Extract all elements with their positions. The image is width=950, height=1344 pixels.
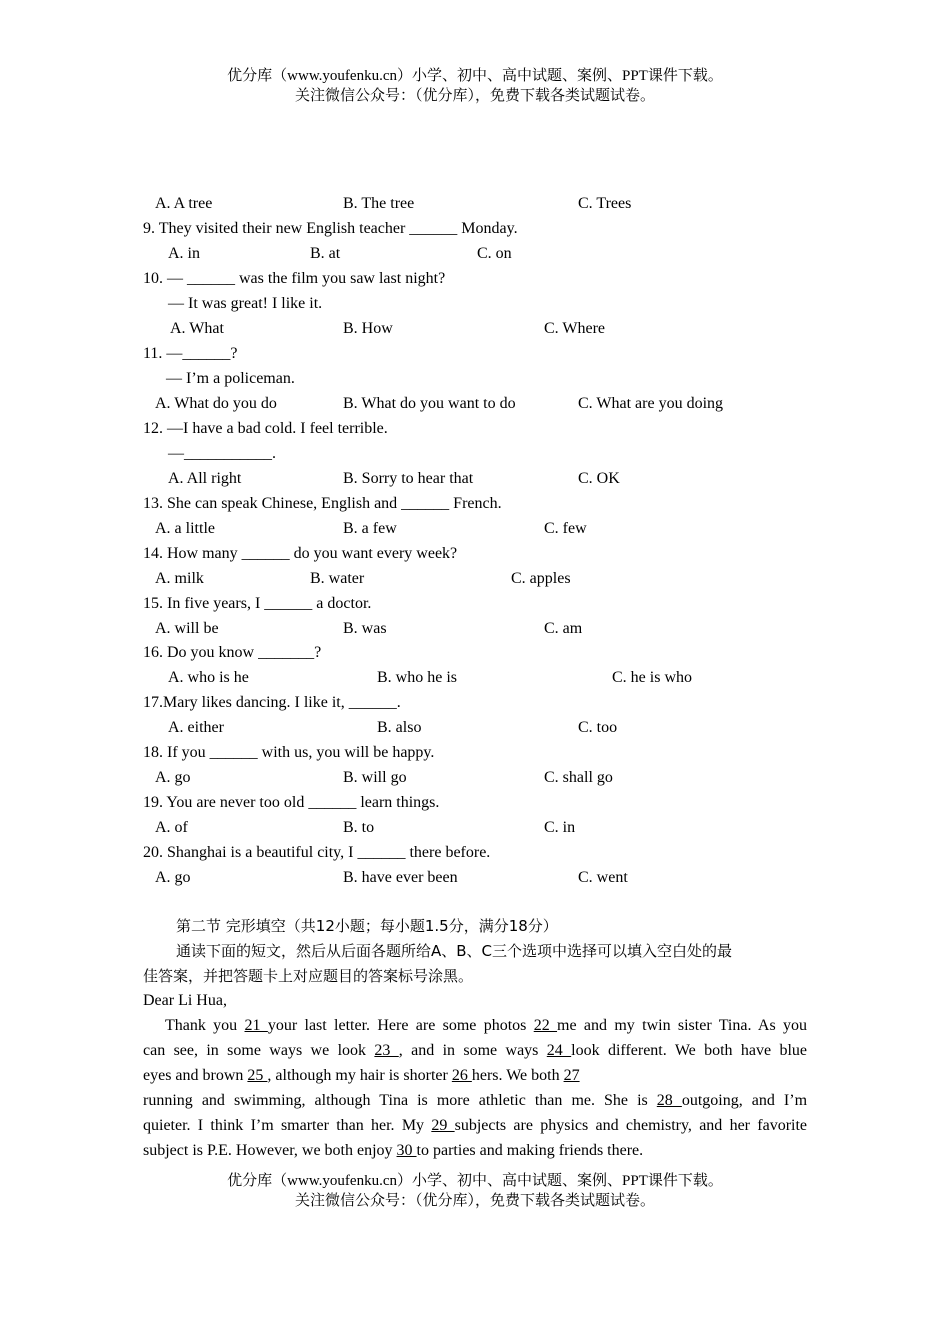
letter-text: , although my hair is shorter xyxy=(267,1067,452,1084)
section2-title: 第二节 完形填空 xyxy=(176,917,286,935)
footer-line-1: 优分库（www.youfenku.cn）小学、初中、高中试题、案例、PPT课件下载。 xyxy=(227,1173,723,1189)
blank-30: 30 xyxy=(396,1142,417,1159)
q12-option-b: B. Sorry to hear that xyxy=(343,470,474,487)
letter-text: eyes and brown xyxy=(143,1067,248,1084)
q18-option-b: B. will go xyxy=(343,769,407,786)
q15-option-c: C. am xyxy=(544,620,583,637)
section2-heading xyxy=(176,916,558,936)
blank-24: 24 xyxy=(546,1042,572,1059)
q16-option-a: A. who is he xyxy=(168,669,249,686)
q9-option-b: B. at xyxy=(310,245,341,262)
letter-text: hers. We both xyxy=(471,1067,564,1084)
q13-stem: 13. She can speak Chinese, English and ______ French. xyxy=(143,495,502,512)
q8-option-c: C. Trees xyxy=(578,195,632,212)
q18-stem: 18. If you ______ with us, you will be happy. xyxy=(143,744,435,761)
header-line-2: 关注微信公众号：（优分库），免费下载各类试题试卷。 xyxy=(294,88,655,104)
section2-note: （共12小题；每小题1.5分，满分18分） xyxy=(285,917,558,935)
q16-stem: 16. Do you know _______? xyxy=(143,644,322,661)
q9-option-c: C. on xyxy=(477,245,512,262)
letter-text: look different. We both have blue xyxy=(571,1042,808,1059)
page-header xyxy=(0,66,950,106)
page-footer xyxy=(0,1171,950,1211)
letter-text: to parties and making friends there. xyxy=(416,1142,644,1159)
q17-stem: 17.Mary likes dancing. I like it, ______. xyxy=(143,694,401,711)
q17-option-a: A. either xyxy=(168,719,224,736)
section2-instruction-2: 佳答案，并把答题卡上对应题目的答案标号涂黑。 xyxy=(143,967,474,985)
letter-text: Thank you xyxy=(164,1017,245,1034)
q19-option-c: C. in xyxy=(544,819,576,836)
q12-stem: 12. —I have a bad cold. I feel terrible. xyxy=(143,420,388,437)
letter-text: running and swimming, although Tina is more athletic than me. She is xyxy=(143,1092,657,1109)
q20-option-c: C. went xyxy=(578,869,628,886)
q11-reply: — I’m a policeman. xyxy=(166,370,295,387)
q11-option-b: B. What do you want to do xyxy=(343,395,516,412)
q19-stem: 19. You are never too old ______ learn things. xyxy=(143,794,440,811)
letter-text: can see, in some ways we look xyxy=(143,1042,375,1059)
letter-greeting: Dear Li Hua, xyxy=(143,992,227,1009)
letter-line-6 xyxy=(143,1138,807,1163)
q12-option-c: C. OK xyxy=(578,470,620,487)
q11-stem: 11. —______? xyxy=(143,345,238,362)
letter-line-4 xyxy=(143,1088,807,1113)
letter-body xyxy=(143,1013,807,1163)
letter-text: me and my twin sister Tina. As you xyxy=(557,1017,808,1034)
q14-option-b: B. water xyxy=(310,570,365,587)
q20-option-b: B. have ever been xyxy=(343,869,458,886)
q9-option-a: A. in xyxy=(168,245,200,262)
q10-stem: 10. — ______ was the film you saw last night? xyxy=(143,270,446,287)
blank-29: 29 xyxy=(431,1117,455,1134)
q17-option-c: C. too xyxy=(578,719,618,736)
blank-28: 28 xyxy=(656,1092,682,1109)
q8-option-a: A. A tree xyxy=(155,195,213,212)
q15-option-b: B. was xyxy=(343,620,387,637)
q14-option-a: A. milk xyxy=(155,570,204,587)
q11-option-a: A. What do you do xyxy=(155,395,277,412)
q20-option-a: A. go xyxy=(155,869,191,886)
section2-instruction-1: 通读下面的短文，然后从后面各题所给A、B、C三个选项中选择可以填入空白处的最 xyxy=(176,942,733,960)
blank-22: 22 xyxy=(533,1017,558,1034)
q16-option-b: B. who he is xyxy=(377,669,457,686)
q13-option-c: C. few xyxy=(544,520,587,537)
letter-text: , and in some ways xyxy=(398,1042,547,1059)
letter-line-3 xyxy=(143,1063,807,1088)
q14-stem: 14. How many ______ do you want every week? xyxy=(143,545,458,562)
q14-option-c: C. apples xyxy=(511,570,571,587)
blank-27: 27 xyxy=(563,1067,580,1084)
q10-option-c: C. Where xyxy=(544,320,606,337)
q8-option-b: B. The tree xyxy=(343,195,415,212)
q10-option-b: B. How xyxy=(343,320,393,337)
q15-stem: 15. In five years, I ______ a doctor. xyxy=(143,595,372,612)
q12-reply: —___________. xyxy=(168,445,276,462)
letter-line-5 xyxy=(143,1113,807,1138)
q19-option-b: B. to xyxy=(343,819,375,836)
letter-line-1 xyxy=(143,1013,807,1038)
q19-option-a: A. of xyxy=(155,819,188,836)
q18-option-c: C. shall go xyxy=(544,769,613,786)
q11-option-c: C. What are you doing xyxy=(578,395,724,412)
letter-text: subject is P.E. However, we both enjoy xyxy=(143,1142,397,1159)
blank-21: 21 xyxy=(244,1017,268,1034)
blank-23: 23 xyxy=(374,1042,399,1059)
letter-text: outgoing, and I’m xyxy=(681,1092,808,1109)
q10-option-a: A. What xyxy=(170,320,224,337)
q9-stem: 9. They visited their new English teacher ______ Monday. xyxy=(143,220,518,237)
footer-line-2: 关注微信公众号：（优分库），免费下载各类试题试卷。 xyxy=(294,1193,655,1209)
letter-text: subjects are physics and chemistry, and her favorite xyxy=(454,1117,808,1134)
blank-26: 26 xyxy=(451,1067,472,1084)
q16-option-c: C. he is who xyxy=(612,669,692,686)
q15-option-a: A. will be xyxy=(155,620,219,637)
letter-text: your last letter. Here are some photos xyxy=(267,1017,534,1034)
q10-reply: — It was great! I like it. xyxy=(168,295,323,312)
letter-line-2 xyxy=(143,1038,807,1063)
blank-25: 25 xyxy=(247,1067,268,1084)
q18-option-a: A. go xyxy=(155,769,191,786)
q20-stem: 20. Shanghai is a beautiful city, I ______ there before. xyxy=(143,844,491,861)
q13-option-a: A. a little xyxy=(155,520,215,537)
letter-text: quieter. I think I’m smarter than her. My xyxy=(143,1117,432,1134)
header-line-1: 优分库（www.youfenku.cn）小学、初中、高中试题、案例、PPT课件下载。 xyxy=(227,68,723,84)
q12-option-a: A. All right xyxy=(168,470,242,487)
q13-option-b: B. a few xyxy=(343,520,397,537)
q17-option-b: B. also xyxy=(377,719,422,736)
